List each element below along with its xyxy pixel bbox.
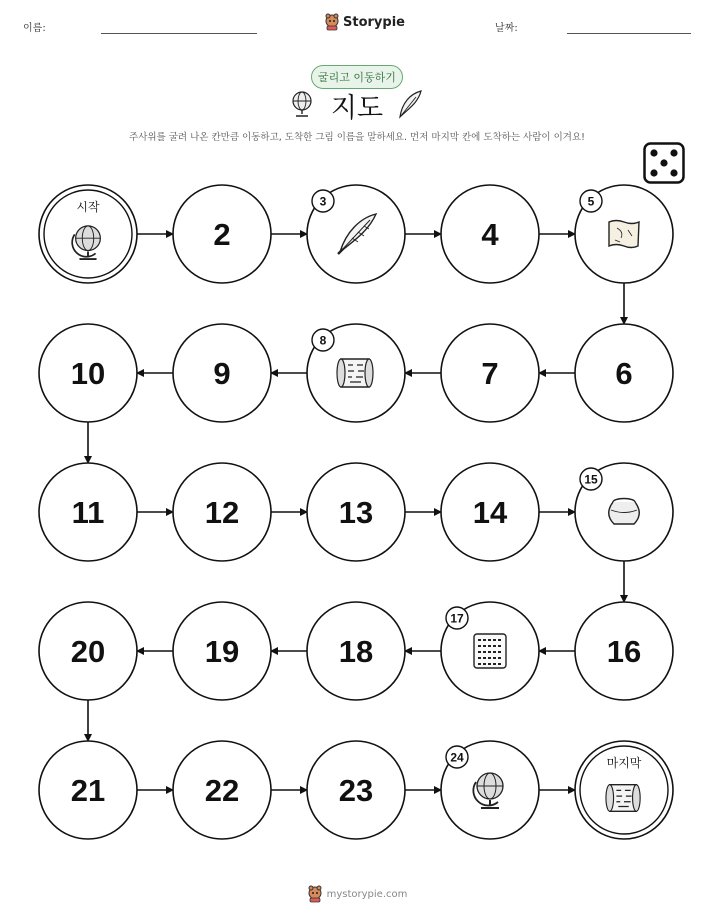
board-cell-16[interactable] — [575, 602, 673, 700]
parchment-map-icon — [609, 221, 639, 248]
board-cell-22[interactable] — [173, 741, 271, 839]
board-cell-23[interactable] — [307, 741, 405, 839]
cell-number-badge-text: 3 — [319, 194, 327, 209]
cell-number: 2 — [213, 217, 231, 252]
rune-tablet-icon — [474, 634, 506, 668]
board-cell-2[interactable] — [173, 185, 271, 283]
board-cell-19[interactable] — [173, 602, 271, 700]
board-cell-24[interactable] — [441, 741, 539, 839]
cell-number: 23 — [338, 773, 374, 808]
board-cell-13[interactable] — [307, 463, 405, 561]
board-cell-20[interactable] — [39, 602, 137, 700]
name-label: 이름: — [23, 23, 46, 34]
brand-name: Storypie — [343, 14, 405, 30]
cell-number-badge-text: 17 — [450, 611, 464, 626]
board-cell-21[interactable] — [39, 741, 137, 839]
board-cell-15[interactable] — [575, 463, 673, 561]
cell-number: 18 — [338, 634, 374, 669]
board-cell-7[interactable] — [441, 324, 539, 422]
board-cell-17[interactable] — [441, 602, 539, 700]
instructions: 주사위를 굴려 나온 칸만큼 이동하고, 도착한 그림 이름을 말하세요. 먼저 마지막 칸에 도착하는 사람이 이겨요! — [129, 132, 585, 143]
board-cell-14[interactable] — [441, 463, 539, 561]
cell-number: 20 — [70, 634, 106, 669]
cell-number: 9 — [213, 356, 231, 391]
board-cell-1[interactable] — [39, 185, 137, 283]
scroll-icon — [606, 785, 640, 812]
board-cell-25[interactable] — [575, 741, 673, 839]
clay-pot-icon — [609, 499, 640, 525]
cell-number: 7 — [481, 356, 499, 391]
cell-number-badge-text: 24 — [450, 750, 464, 765]
cell-number: 14 — [472, 495, 508, 530]
board-cell-18[interactable] — [307, 602, 405, 700]
board-cell-3[interactable] — [307, 185, 405, 283]
board-cell-6[interactable] — [575, 324, 673, 422]
cell-number: 4 — [481, 217, 499, 252]
board-cell-5[interactable] — [575, 185, 673, 283]
cell-number: 13 — [338, 495, 374, 530]
activity-badge: 굴리고 이동하기 — [311, 65, 403, 89]
cell-number-badge-text: 15 — [584, 472, 598, 487]
start-label: 시작 — [76, 200, 100, 214]
cell-number: 6 — [615, 356, 633, 391]
board-cell-11[interactable] — [39, 463, 137, 561]
cell-number: 19 — [204, 634, 240, 669]
cell-number: 11 — [71, 495, 105, 530]
board-cell-9[interactable] — [173, 324, 271, 422]
date-label: 날짜: — [495, 23, 518, 34]
board-cell-12[interactable] — [173, 463, 271, 561]
page-title: 지도 — [330, 93, 384, 124]
board-cell-8[interactable] — [307, 324, 405, 422]
cell-number: 22 — [204, 773, 240, 808]
footer-site: mystorypie.com — [326, 888, 408, 900]
board-cells — [39, 185, 673, 839]
board-cell-10[interactable] — [39, 324, 137, 422]
cell-number: 12 — [204, 495, 240, 530]
cell-number-badge-text: 8 — [319, 333, 327, 348]
cell-number: 10 — [70, 356, 106, 391]
footer — [0, 885, 714, 903]
cell-number-badge-text: 5 — [587, 194, 595, 209]
cell-number: 16 — [606, 634, 642, 669]
board-cell-4[interactable] — [441, 185, 539, 283]
scroll-icon — [337, 359, 373, 387]
mascot-icon — [307, 885, 323, 903]
cell-number: 21 — [70, 773, 106, 808]
finish-label: 마지막 — [606, 756, 642, 770]
